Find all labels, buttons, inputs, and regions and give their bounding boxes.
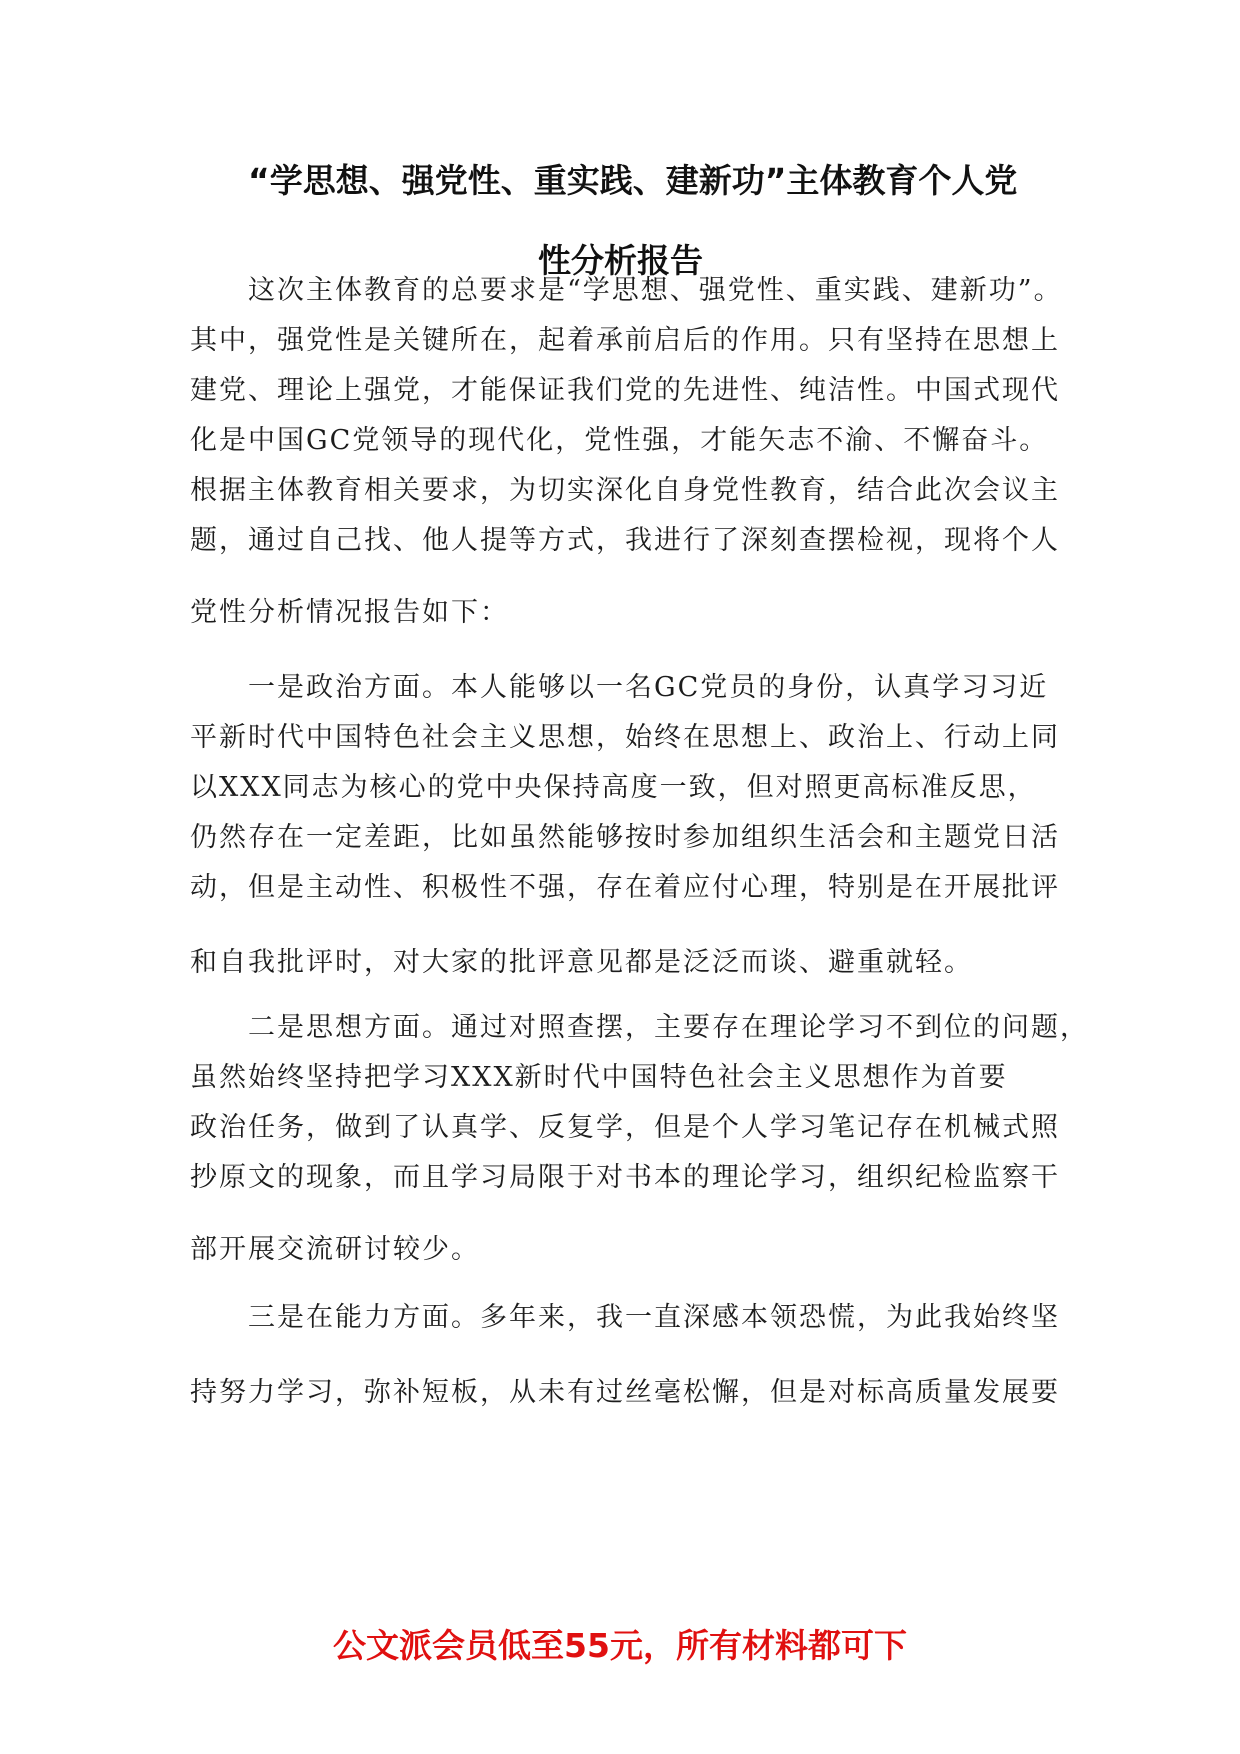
body-line: 仍然存在一定差距，比如虽然能够按时参加组织生活会和主题党日活 bbox=[190, 822, 1060, 853]
body-line: 建党、理论上强党，才能保证我们党的先进性、纯洁性。中国式现代 bbox=[190, 375, 1060, 406]
body-line: 根据主体教育相关要求，为切实深化自身党性教育，结合此次会议主 bbox=[190, 475, 1060, 506]
body-line: 这次主体教育的总要求是“学思想、强党性、重实践、建新功”。 bbox=[190, 275, 1063, 306]
body-line: 三是在能力方面。多年来，我一直深感本领恐慌，为此我始终坚 bbox=[190, 1302, 1060, 1333]
body-line: 平新时代中国特色社会主义思想，始终在思想上、政治上、行动上同 bbox=[190, 722, 1060, 753]
body-line: 部开展交流研讨较少。 bbox=[190, 1234, 480, 1265]
body-line: 政治任务，做到了认真学、反复学，但是个人学习笔记存在机械式照 bbox=[190, 1112, 1060, 1143]
body-line: 其中，强党性是关键所在，起着承前启后的作用。只有坚持在思想上 bbox=[190, 325, 1060, 356]
body-line: 动，但是主动性、积极性不强，存在着应付心理，特别是在开展批评 bbox=[190, 872, 1060, 903]
body-line: 党性分析情况报告如下： bbox=[190, 597, 509, 628]
body-line: 二是思想方面。通过对照查摆，主要存在理论学习不到位的问题， bbox=[190, 1012, 1089, 1043]
body-line: 一是政治方面。本人能够以一名GC党员的身份，认真学习习近 bbox=[190, 672, 1049, 703]
body-line: 抄原文的现象，而且学习局限于对书本的理论学习，组织纪检监察干 bbox=[190, 1162, 1060, 1193]
body-line: 虽然始终坚持把学习XXX新时代中国特色社会主义思想作为首要 bbox=[190, 1062, 1008, 1093]
body-line: 题，通过自己找、他人提等方式，我进行了深刻查摆检视，现将个人 bbox=[190, 525, 1060, 556]
body-line: 和自我批评时，对大家的批评意见都是泛泛而谈、避重就轻。 bbox=[190, 947, 973, 978]
body-line: 以XXX同志为核心的党中央保持高度一致，但对照更高标准反思， bbox=[190, 772, 1037, 803]
document-title-line-2: 性分析报告 bbox=[538, 241, 703, 280]
body-line: 持努力学习，弥补短板，从未有过丝毫松懈，但是对标高质量发展要 bbox=[190, 1377, 1060, 1408]
body-line: 化是中国GC党领导的现代化，党性强，才能矢志不渝、不懈奋斗。 bbox=[190, 425, 1049, 456]
promo-footer: 公文派会员低至55元，所有材料都可下 bbox=[333, 1626, 907, 1665]
document-title-line-1: “学思想、强党性、重实践、建新功”主体教育个人党 bbox=[248, 161, 1018, 200]
